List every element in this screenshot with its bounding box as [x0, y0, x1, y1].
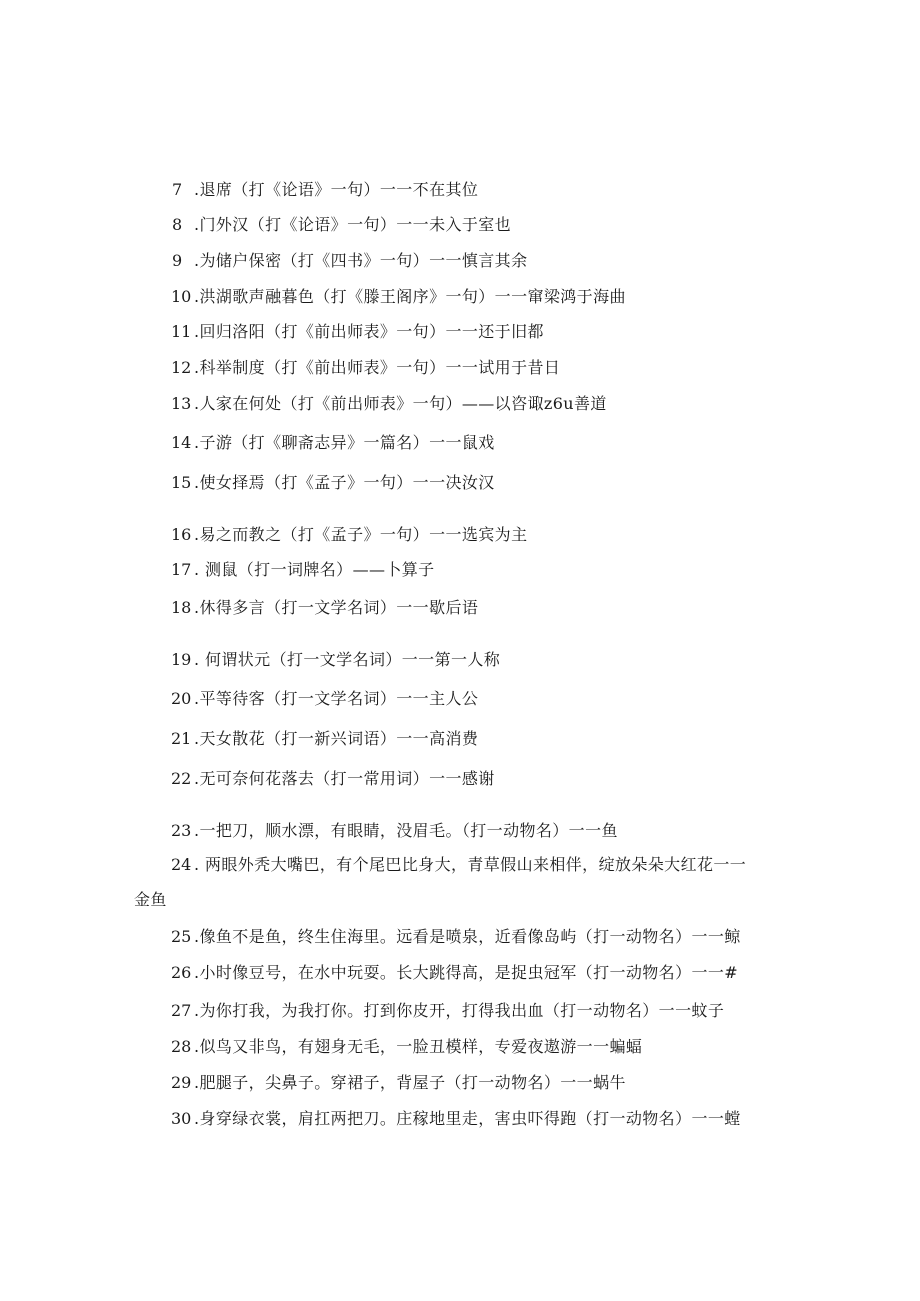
- riddle-number: 21: [171, 729, 192, 748]
- riddle-text: .回归洛阳（打《前出师表》一句）一一还于旧都: [194, 322, 544, 341]
- riddle-number: 8: [172, 215, 183, 234]
- riddle-text: .像鱼不是鱼，终生住海里。远看是喷泉，近看像岛屿（打一动物名）一一鲸: [194, 927, 741, 946]
- riddle-text: .科举制度（打《前出师表》一句）一一试用于昔日: [194, 358, 561, 377]
- riddle-line-30: [0, 1107, 920, 1131]
- riddle-text: . 测鼠（打一词牌名）——卜算子: [194, 560, 435, 579]
- riddle-text: .平等待客（打一文学名词）一一主人公: [194, 689, 479, 708]
- riddle-line-13: [0, 392, 920, 416]
- riddle-text: .使女择焉（打《孟子》一句）一一决汝汉: [194, 473, 495, 492]
- riddle-line-8: [0, 213, 920, 237]
- riddle-line-24: [0, 853, 920, 877]
- riddle-number: 27: [171, 1001, 192, 1020]
- riddle-line-17: [0, 558, 920, 582]
- riddle-number: 26: [171, 963, 192, 982]
- riddle-text: .一把刀，顺水漂，有眼睛，没眉毛。（打一动物名）一一鱼: [194, 821, 618, 840]
- riddle-number: 23: [171, 821, 192, 840]
- riddle-number: 15: [171, 473, 192, 492]
- riddle-text: .无可奈何花落去（打一常用词）一一感谢: [194, 769, 495, 788]
- riddle-line-18: [0, 596, 920, 620]
- riddle-number: 30: [171, 1109, 192, 1128]
- riddle-text: .为你打我，为我打你。打到你皮开，打得我出血（打一动物名）一一蚊子: [194, 1001, 725, 1020]
- riddle-number: 22: [171, 769, 192, 788]
- riddle-number: 10: [171, 287, 192, 306]
- riddle-text: . 何谓状元（打一文学名词）一一第一人称: [194, 650, 501, 669]
- riddle-line-20: [0, 687, 920, 711]
- riddle-text: .退席（打《论语》一句）一一不在其位: [194, 180, 479, 199]
- riddle-number: 13: [171, 394, 192, 413]
- riddle-line-7: [0, 178, 920, 202]
- riddle-text: .身穿绿衣裳，肩扛两把刀。庄稼地里走，害虫吓得跑（打一动物名）一一螳: [194, 1109, 741, 1128]
- riddle-number: 9: [172, 251, 183, 270]
- riddle-continuation-text: 金鱼: [134, 890, 167, 909]
- riddle-text: .肥腿子，尖鼻子。穿裙子，背屋子（打一动物名）一一蜗牛: [194, 1073, 626, 1092]
- riddle-text: .洪湖歌声融暮色（打《滕王阁序》一句）一一窜梁鸿于海曲: [194, 287, 626, 306]
- riddle-text: .似鸟又非鸟，有翅身无毛，一脸丑模样，专爱夜遨游一一蝙蝠: [194, 1037, 643, 1056]
- riddle-number: 18: [171, 598, 192, 617]
- riddle-line-28: [0, 1035, 920, 1059]
- riddle-number: 11: [171, 322, 192, 341]
- riddle-text: .易之而教之（打《孟子》一句）一一选宾为主: [194, 525, 528, 544]
- riddle-line-22: [0, 767, 920, 791]
- riddle-number: 17: [171, 560, 192, 579]
- riddle-text: .子游（打《聊斋志异》一篇名）一一鼠戏: [194, 433, 495, 452]
- riddle-number: 7: [172, 180, 183, 199]
- riddle-text: .门外汉（打《论语》一句）一一未入于室也: [194, 215, 512, 234]
- riddle-line-11: [0, 320, 920, 344]
- riddle-line-15: [0, 471, 920, 495]
- riddle-text: .休得多言（打一文学名词）一一歇后语: [194, 598, 479, 617]
- riddle-number: 24: [171, 855, 192, 874]
- riddle-number: 19: [171, 650, 192, 669]
- riddle-line-14: [0, 431, 920, 455]
- riddle-number: 14: [171, 433, 192, 452]
- riddle-number: 29: [171, 1073, 192, 1092]
- riddle-text: .小时像豆号，在水中玩耍。长大跳得高，是捉虫冠军（打一动物名）一一#: [194, 963, 739, 982]
- riddle-line-23: [0, 819, 920, 843]
- riddle-line-25: [0, 925, 920, 949]
- riddle-number: 25: [171, 927, 192, 946]
- riddle-line-26: [0, 961, 920, 985]
- riddle-text: .为储户保密（打《四书》一句）一一慎言其余: [194, 251, 528, 270]
- riddle-line-12: [0, 356, 920, 380]
- riddle-line-10: [0, 285, 920, 309]
- riddle-line-29: [0, 1071, 920, 1095]
- riddle-line-24-continuation: [0, 888, 920, 912]
- riddle-line-9: [0, 249, 920, 273]
- riddle-line-21: [0, 727, 920, 751]
- riddle-number: 28: [171, 1037, 192, 1056]
- riddle-number: 16: [171, 525, 192, 544]
- riddle-line-16: [0, 523, 920, 547]
- riddle-line-19: [0, 648, 920, 672]
- riddle-text: .人家在何处（打《前出师表》一句）——以咨诹z6u善道: [194, 394, 607, 413]
- riddle-text: . 两眼外秃大嘴巴，有个尾巴比身大，青草假山来相伴，绽放朵朵大红花一一: [194, 855, 747, 874]
- riddle-number: 12: [171, 358, 192, 377]
- riddle-line-27: [0, 999, 920, 1023]
- riddle-number: 20: [171, 689, 192, 708]
- riddle-text: .天女散花（打一新兴词语）一一高消费: [194, 729, 479, 748]
